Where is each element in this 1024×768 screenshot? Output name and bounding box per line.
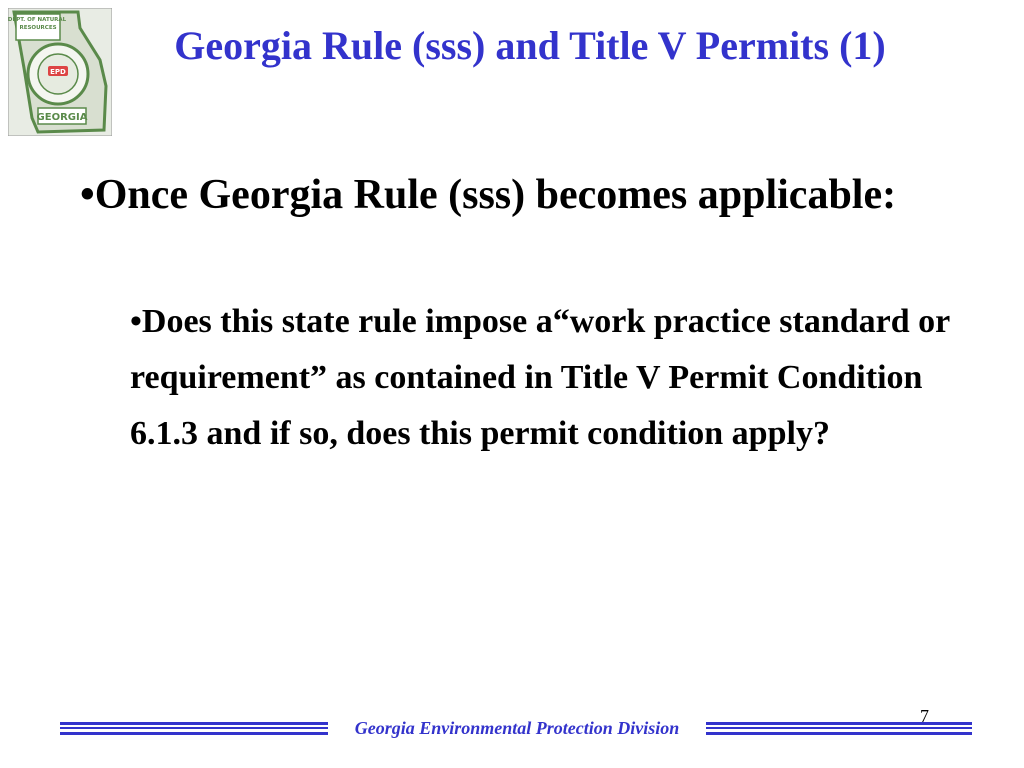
svg-text:DEPT. OF NATURAL RESOURC: DEPT. OF NATURAL RESOURCES: [8, 17, 67, 31]
svg-text:EPD: EPD: [50, 68, 66, 76]
bullet-level-2: •Does this state rule impose a“work practice standard or requirement” as contained in Title V Permit Condition 6.1.3 and if so, does this permit condition apply?: [130, 303, 950, 452]
slide-title: Georgia Rule (sss) and Title V Permits (1): [174, 23, 886, 68]
bullet-level-1: •Once Georgia Rule (sss) becomes applicable:: [80, 172, 897, 218]
page-number: 7: [920, 706, 929, 726]
georgia-epd-logo: [8, 8, 112, 136]
footer-rule-left: [60, 722, 328, 735]
footer-organization: Georgia Environmental Protection Division: [354, 718, 680, 738]
footer-rule-right: [706, 722, 972, 735]
svg-text:GEORGIA: GEORGIA: [36, 112, 88, 123]
